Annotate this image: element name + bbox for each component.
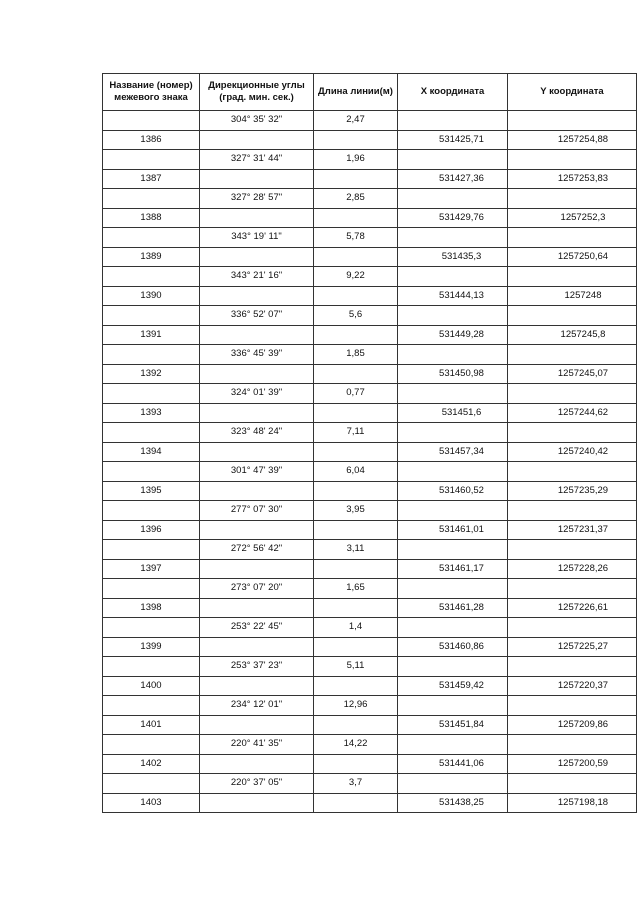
cell-x: 531435,3 — [398, 247, 508, 267]
cell-length — [314, 325, 398, 345]
cell-point-name — [103, 540, 200, 560]
table-row — [103, 793, 637, 813]
cell-x: 531441,06 — [398, 754, 508, 774]
cell-angle: 336° 45' 39" — [200, 345, 314, 365]
table-row — [103, 150, 637, 170]
cell-angle — [200, 325, 314, 345]
cell-y — [508, 579, 637, 599]
cell-angle — [200, 247, 314, 267]
table-row — [103, 676, 637, 696]
cell-angle: 324° 01' 39" — [200, 384, 314, 404]
cell-length: 2,47 — [314, 111, 398, 131]
cell-x: 531438,25 — [398, 793, 508, 813]
cell-length — [314, 637, 398, 657]
cell-angle: 273° 07' 20" — [200, 579, 314, 599]
cell-x — [398, 423, 508, 443]
cell-angle: 343° 21' 16" — [200, 267, 314, 287]
cell-length: 9,22 — [314, 267, 398, 287]
cell-point-name: 1391 — [103, 325, 200, 345]
cell-length — [314, 715, 398, 735]
cell-y: 1257200,59 — [508, 754, 637, 774]
cell-point-name: 1390 — [103, 286, 200, 306]
cell-y: 1257209,86 — [508, 715, 637, 735]
cell-y: 1257228,26 — [508, 559, 637, 579]
cell-y — [508, 111, 637, 131]
cell-x: 531459,42 — [398, 676, 508, 696]
cell-x — [398, 618, 508, 638]
cell-point-name: 1387 — [103, 169, 200, 189]
cell-point-name — [103, 384, 200, 404]
cell-y: 1257245,07 — [508, 364, 637, 384]
cell-x: 531425,71 — [398, 130, 508, 150]
cell-x — [398, 501, 508, 521]
table-row — [103, 247, 637, 267]
header-name: Название (номер) межевого знака — [103, 74, 200, 111]
cell-angle: 327° 31' 44" — [200, 150, 314, 170]
table-row — [103, 442, 637, 462]
header-x: X координата — [398, 74, 508, 111]
cell-length: 2,85 — [314, 189, 398, 209]
cell-length — [314, 598, 398, 618]
table-row — [103, 325, 637, 345]
cell-x: 531451,84 — [398, 715, 508, 735]
cell-point-name — [103, 774, 200, 794]
table-row — [103, 384, 637, 404]
table-row — [103, 364, 637, 384]
table-row — [103, 774, 637, 794]
cell-x — [398, 306, 508, 326]
cell-length — [314, 481, 398, 501]
cell-point-name: 1392 — [103, 364, 200, 384]
cell-y — [508, 345, 637, 365]
cell-point-name: 1394 — [103, 442, 200, 462]
cell-point-name — [103, 579, 200, 599]
cell-length: 7,11 — [314, 423, 398, 443]
cell-y: 1257240,42 — [508, 442, 637, 462]
cell-length — [314, 676, 398, 696]
cell-length: 5,6 — [314, 306, 398, 326]
cell-length — [314, 286, 398, 306]
cell-x — [398, 540, 508, 560]
cell-y: 1257248 — [508, 286, 637, 306]
cell-y: 1257235,29 — [508, 481, 637, 501]
cell-angle: 343° 19' 11" — [200, 228, 314, 248]
cell-y: 1257244,62 — [508, 403, 637, 423]
cell-length: 12,96 — [314, 696, 398, 716]
cell-y — [508, 384, 637, 404]
cell-angle — [200, 208, 314, 228]
cell-angle: 253° 37' 23" — [200, 657, 314, 677]
cell-angle — [200, 130, 314, 150]
cell-point-name — [103, 111, 200, 131]
cell-angle: 323° 48' 24" — [200, 423, 314, 443]
table-row — [103, 130, 637, 150]
cell-x — [398, 384, 508, 404]
cell-x: 531460,52 — [398, 481, 508, 501]
cell-angle — [200, 754, 314, 774]
cell-length: 1,96 — [314, 150, 398, 170]
cell-x — [398, 774, 508, 794]
cell-length — [314, 520, 398, 540]
cell-length: 3,7 — [314, 774, 398, 794]
cell-y — [508, 774, 637, 794]
cell-angle — [200, 364, 314, 384]
cell-point-name: 1400 — [103, 676, 200, 696]
cell-y — [508, 423, 637, 443]
cell-x — [398, 111, 508, 131]
cell-y: 1257253,83 — [508, 169, 637, 189]
cell-y — [508, 462, 637, 482]
cell-point-name — [103, 150, 200, 170]
cell-y — [508, 657, 637, 677]
cell-length — [314, 169, 398, 189]
cell-x: 531461,17 — [398, 559, 508, 579]
cell-length: 6,04 — [314, 462, 398, 482]
cell-y — [508, 696, 637, 716]
cell-angle: 301° 47' 39" — [200, 462, 314, 482]
table-row — [103, 618, 637, 638]
cell-y: 1257254,88 — [508, 130, 637, 150]
cell-angle: 272° 56' 42" — [200, 540, 314, 560]
cell-point-name: 1398 — [103, 598, 200, 618]
cell-x: 531461,01 — [398, 520, 508, 540]
cell-angle — [200, 442, 314, 462]
cell-x — [398, 735, 508, 755]
table-row — [103, 540, 637, 560]
cell-length: 14,22 — [314, 735, 398, 755]
cell-point-name — [103, 735, 200, 755]
cell-point-name: 1397 — [103, 559, 200, 579]
cell-x — [398, 150, 508, 170]
table-row — [103, 286, 637, 306]
table-row — [103, 462, 637, 482]
cell-y — [508, 228, 637, 248]
table-header-row — [103, 74, 637, 111]
table-row — [103, 579, 637, 599]
table-row — [103, 715, 637, 735]
table-body — [103, 111, 637, 813]
cell-point-name — [103, 462, 200, 482]
cell-point-name — [103, 306, 200, 326]
cell-length — [314, 364, 398, 384]
cell-x — [398, 267, 508, 287]
table-row — [103, 696, 637, 716]
cell-length: 5,11 — [314, 657, 398, 677]
cell-point-name: 1402 — [103, 754, 200, 774]
cell-y: 1257226,61 — [508, 598, 637, 618]
cell-angle — [200, 676, 314, 696]
table-row — [103, 520, 637, 540]
cell-angle — [200, 715, 314, 735]
cell-point-name — [103, 345, 200, 365]
cell-angle: 336° 52' 07" — [200, 306, 314, 326]
cell-angle — [200, 559, 314, 579]
header-angle: Дирекционные углы (град. мин. сек.) — [200, 74, 314, 111]
cell-x — [398, 462, 508, 482]
cell-y — [508, 150, 637, 170]
table-row — [103, 403, 637, 423]
cell-point-name: 1396 — [103, 520, 200, 540]
cell-point-name — [103, 267, 200, 287]
cell-point-name: 1395 — [103, 481, 200, 501]
table-row — [103, 735, 637, 755]
table-row — [103, 306, 637, 326]
table-row — [103, 481, 637, 501]
cell-x: 531444,13 — [398, 286, 508, 306]
header-length: Длина линии(м) — [314, 74, 398, 111]
cell-length — [314, 130, 398, 150]
table-row — [103, 754, 637, 774]
cell-angle — [200, 403, 314, 423]
cell-x: 531427,36 — [398, 169, 508, 189]
cell-angle — [200, 793, 314, 813]
table-row — [103, 228, 637, 248]
table-row — [103, 267, 637, 287]
cell-angle — [200, 286, 314, 306]
header-y: Y координата — [508, 74, 637, 111]
table-row — [103, 345, 637, 365]
cell-angle: 304° 35' 32" — [200, 111, 314, 131]
cell-point-name: 1399 — [103, 637, 200, 657]
table-row — [103, 598, 637, 618]
table-row — [103, 208, 637, 228]
cell-length: 1,65 — [314, 579, 398, 599]
cell-angle — [200, 169, 314, 189]
cell-angle — [200, 637, 314, 657]
cell-length — [314, 403, 398, 423]
cell-length — [314, 793, 398, 813]
table-row — [103, 423, 637, 443]
cell-x — [398, 345, 508, 365]
cell-x — [398, 696, 508, 716]
cell-angle: 234° 12' 01" — [200, 696, 314, 716]
boundary-coordinates-table — [102, 73, 637, 813]
cell-y: 1257198,18 — [508, 793, 637, 813]
cell-length — [314, 442, 398, 462]
cell-length — [314, 247, 398, 267]
cell-length — [314, 559, 398, 579]
cell-x — [398, 189, 508, 209]
cell-y — [508, 189, 637, 209]
cell-point-name: 1389 — [103, 247, 200, 267]
cell-angle: 253° 22' 45" — [200, 618, 314, 638]
cell-x: 531449,28 — [398, 325, 508, 345]
cell-length: 5,78 — [314, 228, 398, 248]
cell-x — [398, 228, 508, 248]
cell-angle — [200, 598, 314, 618]
cell-y — [508, 306, 637, 326]
table-row — [103, 189, 637, 209]
cell-x: 531460,86 — [398, 637, 508, 657]
cell-y: 1257225,27 — [508, 637, 637, 657]
cell-angle — [200, 481, 314, 501]
cell-length: 0,77 — [314, 384, 398, 404]
cell-length: 1,85 — [314, 345, 398, 365]
table-row — [103, 501, 637, 521]
cell-point-name — [103, 696, 200, 716]
cell-length: 3,95 — [314, 501, 398, 521]
cell-y — [508, 501, 637, 521]
cell-angle: 220° 37' 05" — [200, 774, 314, 794]
table-row — [103, 169, 637, 189]
cell-point-name — [103, 228, 200, 248]
cell-x: 531450,98 — [398, 364, 508, 384]
cell-x — [398, 657, 508, 677]
cell-length — [314, 208, 398, 228]
cell-angle — [200, 520, 314, 540]
cell-point-name — [103, 618, 200, 638]
cell-length — [314, 754, 398, 774]
table-row — [103, 559, 637, 579]
cell-point-name: 1393 — [103, 403, 200, 423]
cell-point-name: 1401 — [103, 715, 200, 735]
cell-point-name — [103, 657, 200, 677]
cell-point-name — [103, 189, 200, 209]
cell-y — [508, 735, 637, 755]
cell-point-name: 1388 — [103, 208, 200, 228]
cell-point-name — [103, 501, 200, 521]
cell-length: 1,4 — [314, 618, 398, 638]
cell-x: 531429,76 — [398, 208, 508, 228]
cell-y: 1257250,64 — [508, 247, 637, 267]
table-row — [103, 657, 637, 677]
cell-x — [398, 579, 508, 599]
cell-y — [508, 540, 637, 560]
cell-y: 1257220,37 — [508, 676, 637, 696]
cell-angle: 327° 28' 57" — [200, 189, 314, 209]
cell-y: 1257231,37 — [508, 520, 637, 540]
cell-x: 531461,28 — [398, 598, 508, 618]
cell-x: 531457,34 — [398, 442, 508, 462]
cell-point-name — [103, 423, 200, 443]
table-row — [103, 637, 637, 657]
cell-x: 531451,6 — [398, 403, 508, 423]
cell-length: 3,11 — [314, 540, 398, 560]
cell-point-name: 1386 — [103, 130, 200, 150]
cell-y: 1257245,8 — [508, 325, 637, 345]
cell-angle: 277° 07' 30" — [200, 501, 314, 521]
cell-y — [508, 618, 637, 638]
table-row — [103, 111, 637, 131]
cell-y: 1257252,3 — [508, 208, 637, 228]
cell-y — [508, 267, 637, 287]
cell-angle: 220° 41' 35" — [200, 735, 314, 755]
cell-point-name: 1403 — [103, 793, 200, 813]
